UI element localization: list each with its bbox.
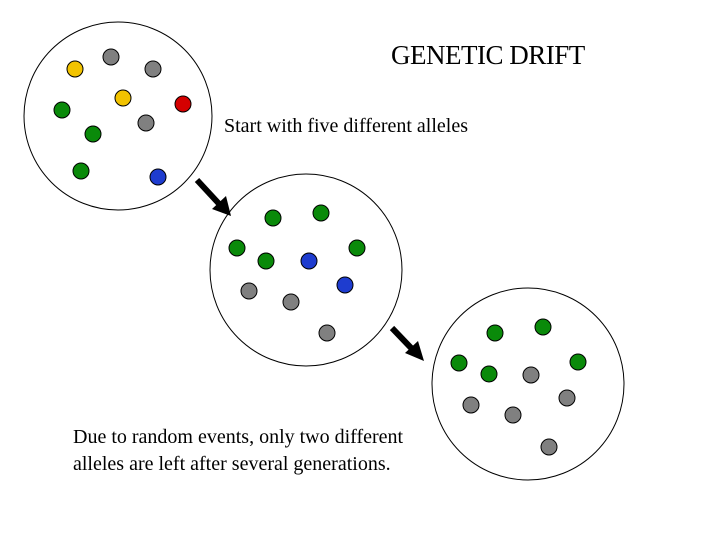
allele-dot: [145, 61, 161, 77]
allele-dot: [54, 102, 70, 118]
population-middle-circle: [210, 174, 402, 366]
allele-dot: [103, 49, 119, 65]
allele-dot: [523, 367, 539, 383]
diagram-caption: Due to random events, only two different alleles are left after several generations.: [73, 426, 404, 475]
allele-dot: [319, 325, 335, 341]
allele-dot: [115, 90, 131, 106]
allele-dot: [175, 96, 191, 112]
diagram-subtitle: Start with five different alleles: [224, 115, 468, 137]
arrow-icon: [197, 180, 231, 216]
diagram-title: GENETIC DRIFT: [391, 40, 585, 70]
allele-dot: [138, 115, 154, 131]
allele-dot: [505, 407, 521, 423]
allele-dot: [541, 439, 557, 455]
allele-dot: [301, 253, 317, 269]
allele-dot: [85, 126, 101, 142]
allele-dot: [258, 253, 274, 269]
allele-dot: [463, 397, 479, 413]
allele-dot: [559, 390, 575, 406]
allele-dot: [451, 355, 467, 371]
allele-dot: [337, 277, 353, 293]
allele-dot: [283, 294, 299, 310]
allele-dot: [241, 283, 257, 299]
population-end-circle: [432, 288, 624, 480]
allele-dot: [73, 163, 89, 179]
allele-dot: [349, 240, 365, 256]
population-start-circle: [24, 22, 212, 210]
allele-dot: [313, 205, 329, 221]
arrow-icon: [392, 328, 424, 361]
allele-dot: [535, 319, 551, 335]
allele-dot: [265, 210, 281, 226]
allele-dot: [229, 240, 245, 256]
allele-dot: [67, 61, 83, 77]
allele-dot: [150, 169, 166, 185]
allele-dot: [487, 325, 503, 341]
allele-dot: [570, 354, 586, 370]
allele-dot: [481, 366, 497, 382]
